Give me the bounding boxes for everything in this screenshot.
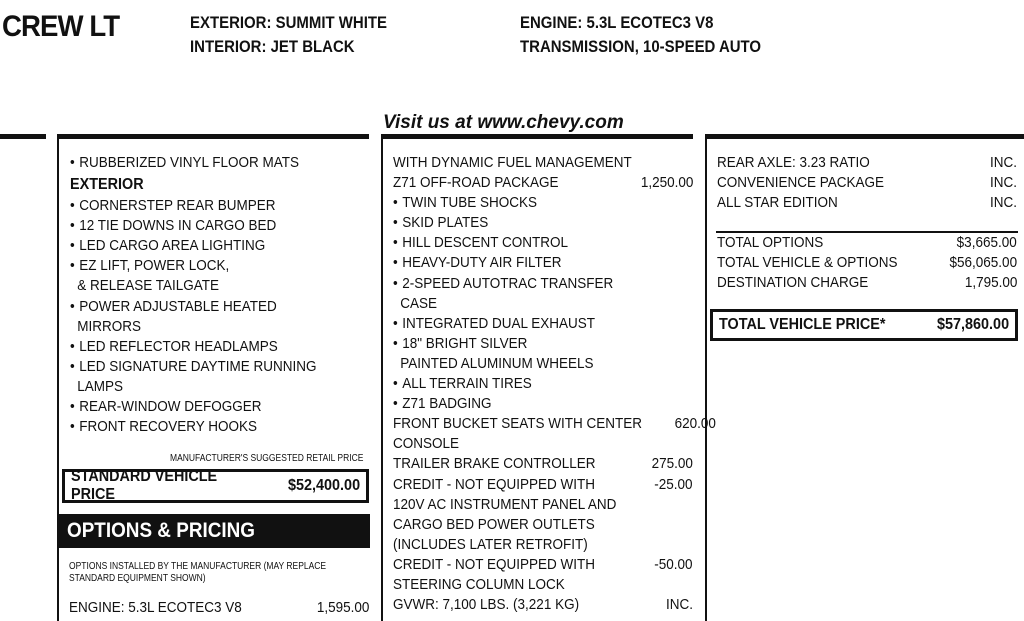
option-row: • 18" BRIGHT SILVER (393, 334, 528, 352)
left-column (70, 153, 370, 437)
option-row: GVWR: 7,100 LBS. (3,221 KG) INC. (393, 596, 693, 614)
exterior-item: • LED CARGO AREA LIGHTING (70, 236, 340, 256)
total-row: DESTINATION CHARGE 1,795.00 (717, 274, 1017, 292)
option-row: • Z71 BADGING (393, 395, 492, 413)
visit-website-link[interactable]: Visit us at www.chevy.com (383, 112, 624, 133)
total-row: TOTAL VEHICLE & OPTIONS $56,065.00 (717, 254, 1017, 272)
exterior-item: • CORNERSTEP REAR BUMPER (70, 196, 340, 216)
total-price-label: TOTAL VEHICLE PRICE* (719, 316, 886, 333)
rule-left (57, 134, 369, 139)
total-price-value: $57,860.00 (936, 316, 1009, 333)
option-row: • TWIN TUBE SHOCKS (393, 194, 538, 212)
exterior-heading: EXTERIOR (70, 176, 144, 194)
option-row: PAINTED ALUMINUM WHEELS (400, 354, 594, 372)
option-row: TRAILER BRAKE CONTROLLER 275.00 (393, 455, 693, 473)
option-row: (INCLUDES LATER RETROFIT) (393, 535, 588, 553)
divider-middle (381, 134, 383, 621)
interior-color: INTERIOR: JET BLACK (190, 37, 355, 56)
option-row: ALL STAR EDITION INC. (717, 194, 1017, 212)
options-note: OPTIONS INSTALLED BY THE MANUFACTURER (MAY REPLACE STANDARD EQUIPMENT SHOWN) (69, 561, 327, 584)
exterior-color: EXTERIOR: SUMMIT WHITE (190, 13, 387, 32)
standard-price-value: $52,400.00 (287, 477, 360, 494)
option-row: CONSOLE (393, 435, 460, 453)
rule-middle (381, 134, 693, 139)
exterior-list (70, 196, 370, 437)
middle-column (393, 153, 716, 615)
exterior-item: • POWER ADJUSTABLE HEATED (70, 297, 340, 317)
option-row: CASE (400, 294, 437, 312)
total-row: TOTAL OPTIONS $3,665.00 (717, 234, 1017, 251)
option-row: CONVENIENCE PACKAGE INC. (717, 174, 1017, 192)
exterior-item: • FRONT RECOVERY HOOKS (70, 417, 340, 437)
total-price-box (710, 309, 1018, 341)
totals-list (717, 233, 1017, 293)
option-row: 120V AC INSTRUMENT PANEL AND (393, 495, 617, 513)
option-row: CARGO BED POWER OUTLETS (393, 515, 595, 533)
option-row: FRONT BUCKET SEATS WITH CENTER 620.00 (393, 415, 716, 433)
option-row: Z71 OFF-ROAD PACKAGE 1,250.00 (393, 174, 693, 192)
right-column (717, 153, 1017, 213)
exterior-item: • LED SIGNATURE DAYTIME RUNNING (70, 357, 340, 377)
exterior-item: LAMPS (77, 377, 123, 395)
list-item: • RUBBERIZED VINYL FLOOR MATS (70, 153, 340, 173)
standard-price-label: STANDARD VEHICLE PRICE (71, 468, 218, 503)
rule-far-left (0, 134, 46, 139)
option-row: • SKID PLATES (393, 214, 489, 232)
divider-right (705, 134, 707, 621)
transmission-spec: TRANSMISSION, 10-SPEED AUTO (520, 37, 762, 56)
msrp-note: MANUFACTURER'S SUGGESTED RETAIL PRICE (170, 453, 364, 464)
option-row: • ALL TERRAIN TIRES (393, 375, 532, 393)
option-row: STEERING COLUMN LOCK (393, 575, 565, 593)
exterior-item: • 12 TIE DOWNS IN CARGO BED (70, 216, 340, 236)
standard-price-box (62, 469, 369, 503)
option-row: CREDIT - NOT EQUIPPED WITH -25.00 (393, 475, 693, 493)
option-row: • 2-SPEED AUTOTRAC TRANSFER (393, 274, 614, 292)
exterior-item: • REAR-WINDOW DEFOGGER (70, 397, 340, 417)
option-row: • HILL DESCENT CONTROL (393, 234, 569, 252)
rule-right (705, 134, 1024, 139)
exterior-item: • LED REFLECTOR HEADLAMPS (70, 337, 340, 357)
option-row: CREDIT - NOT EQUIPPED WITH -50.00 (393, 555, 693, 573)
model-title: CREW LT (2, 10, 120, 43)
option-row: • INTEGRATED DUAL EXHAUST (393, 314, 596, 332)
exterior-item: • EZ LIFT, POWER LOCK, (70, 256, 340, 276)
exterior-item: MIRRORS (77, 317, 141, 335)
engine-spec: ENGINE: 5.3L ECOTEC3 V8 (520, 13, 714, 32)
options-pricing-header: OPTIONS & PRICING (59, 514, 370, 548)
exterior-item: & RELEASE TAILGATE (77, 277, 220, 295)
engine-option-row: ENGINE: 5.3L ECOTEC3 V8 1,595.00 (69, 599, 369, 616)
option-row: • HEAVY-DUTY AIR FILTER (393, 254, 562, 272)
option-row: REAR AXLE: 3.23 RATIO INC. (717, 154, 1017, 171)
option-row: WITH DYNAMIC FUEL MANAGEMENT (393, 154, 632, 171)
